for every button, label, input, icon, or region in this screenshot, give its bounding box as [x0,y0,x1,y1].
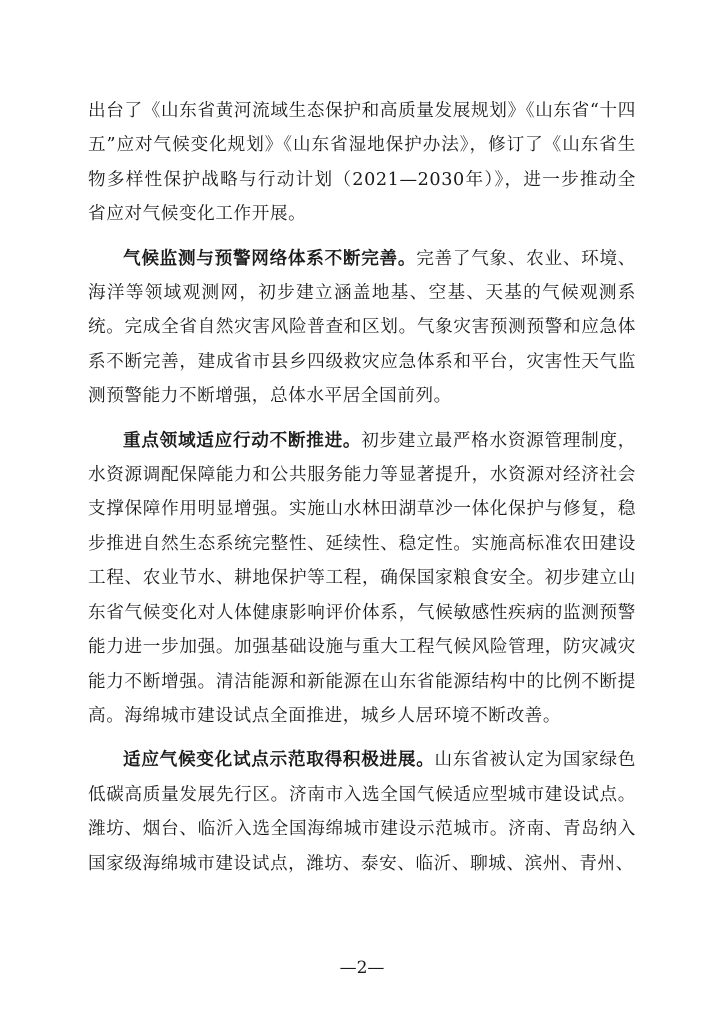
document-body [88,94,636,891]
paragraph-pilot-demonstration [88,743,636,881]
paragraph-intro [88,94,636,232]
paragraph-monitoring [88,242,636,414]
paragraph-text: 山东省被认定为国家绿色低碳高质量发展先行区。济南市入选全国气候适应型城市建设试点。潍坊、烟台、临沂入选全国海绵城市建设示范城市。济南、青岛纳入国家级海绵城市建设试点，潍坊、泰安、临沂、聊城、滨州、青州、 [88,750,636,874]
paragraph-heading: 适应气候变化试点示范取得积极进展。 [123,749,435,771]
paragraph-adaptation-actions [88,424,636,734]
paragraph-text: 初步建立最严格水资源管理制度，水资源调配保障能力和公共服务能力等显著提升，水资源对经济社会支撑保障作用明显增强。实施山水林田湖草沙一体化保护与修复，稳步推进自然生态系统完整性、延续性、稳定性。实施高标准农田建设工程、农业节水、耕地保护等工程，确保国家粮食安全。初步建立山东省气候变化对人体健康影响评价体系，气候敏感性疾病的监测预警能力进一步加强。加强基础设施与重大工程气候风险管理，防灾减灾能力不断增强。清洁能源和新能源在山东省能源结构中的比例不断提高。海绵城市建设试点全面推进，城乡人居环境不断改善。 [88,430,636,726]
paragraph-text: 完善了气象、农业、环境、海洋等领域观测网，初步建立涵盖地基、空基、天基的气候观测系统。完成全省自然灾害风险普查和区划。气象灾害预测预警和应急体系不断完善，建成省市县乡四级救灾应急体系和平台，灾害性天气监测预警能力不断增强，总体水平居全国前列。 [88,248,636,407]
paragraph-heading: 气候监测与预警网络体系不断完善。 [123,247,417,269]
paragraph-heading: 重点领域适应行动不断推进。 [123,429,362,451]
page-number: —2— [339,958,385,978]
paragraph-text: 出台了《山东省黄河流域生态保护和高质量发展规划》《山东省“十四五”应对气候变化规划》《山东省湿地保护办法》，修订了《山东省生物多样性保护战略与行动计划（2021—2030年）》，进一步推动全省应对气候变化工作开展。 [88,101,636,225]
